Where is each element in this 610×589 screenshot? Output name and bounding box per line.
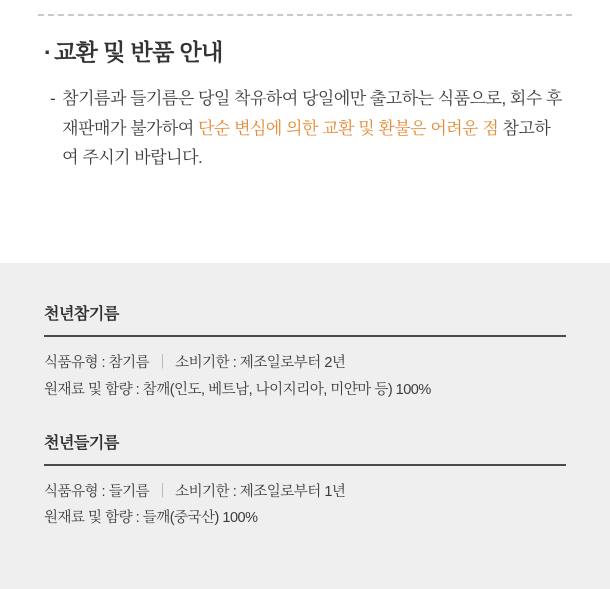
notice-text-part1: 참기름과 들기름은 당일 착유하여 당일에만 출고하는 식품으로, 회수 후 재판매가 불가하여 (62, 88, 562, 138)
notice-title-text: 교환 및 반품 안내 (54, 39, 223, 65)
spec-label-type: 식품유형 : 참기름 (44, 355, 150, 371)
spec-separator: ｜ (155, 355, 170, 371)
notice-text-part2: 참고하여 주시기 바랍니다. (62, 118, 551, 168)
spec-label-type: 식품유형 : 들기름 (44, 483, 150, 500)
product-info-inner (0, 263, 610, 532)
product-spec-row (44, 479, 566, 506)
top-divider-wrap (0, 0, 610, 16)
product-info-panel (0, 263, 610, 589)
product-spec-rows (44, 466, 566, 533)
product-block-sesame (44, 301, 566, 404)
spec-label-expiry: 소비기한 : 제조일로부터 1년 (175, 483, 346, 500)
product-name: 천년참기름 (44, 301, 566, 337)
product-block-perilla (44, 430, 566, 533)
product-spec-row (44, 505, 566, 532)
notice-text-highlight: 단순 변심에 의한 교환 및 환불은 어려운 점 (198, 118, 499, 138)
notice-body-text (62, 84, 566, 173)
dash-icon: - (50, 88, 56, 108)
product-spec-row (44, 350, 566, 377)
notice-title (44, 38, 566, 68)
exchange-return-notice (0, 16, 610, 173)
product-name: 천년들기름 (44, 430, 566, 466)
product-spec-row (44, 377, 566, 404)
spec-label-expiry: 소비기한 : 제조일로부터 2년 (175, 355, 346, 371)
spec-label-ingredients: 원재료 및 함량 : 참깨(인도, 베트남, 나이지리아, 미얀마 등) 100% (44, 381, 431, 398)
spec-label-ingredients: 원재료 및 함량 : 들깨(중국산) 100% (44, 510, 258, 527)
spec-separator: ｜ (155, 483, 170, 500)
notice-body (44, 84, 566, 173)
bullet-dot-icon: · (44, 39, 52, 65)
product-spec-rows (44, 337, 566, 404)
